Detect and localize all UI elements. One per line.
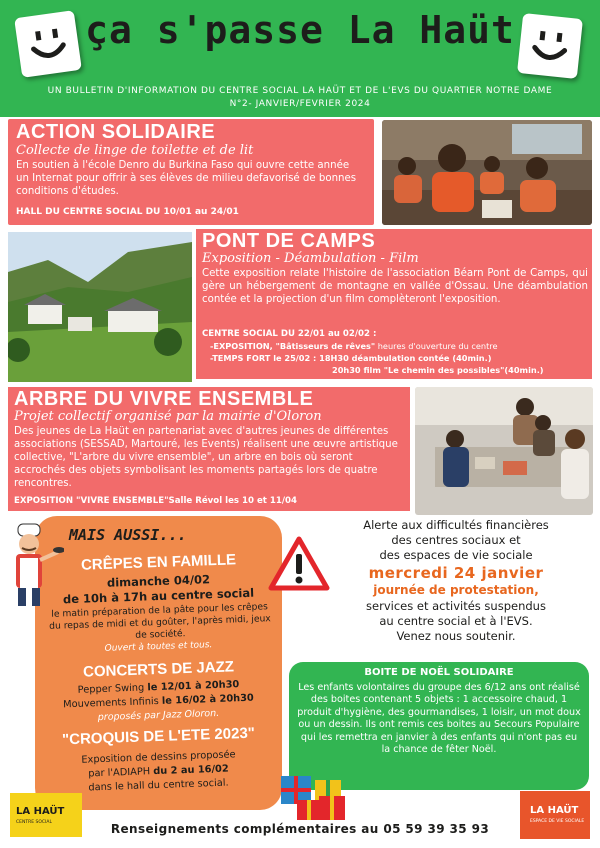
section-body: Des jeunes de La Haüt en partenariat avec d'autres jeunes de différentes associations (SESSAD, Martouré, les Events) réalisent une œuvre artistique collective, "L'arbre du vivre ensemble", un arbre en bois où seront accrochés des objets symbolisant les moments partagés lors de quatre rencontres.: [14, 426, 398, 490]
alerte-line: Alerte aux difficultés financières: [363, 518, 549, 532]
workshop-photo: [415, 387, 593, 515]
section-detail-line: -TEMPS FORT le 25/02 : 18H30 déambulation contée (40min.): [210, 353, 492, 363]
section-body: Cette exposition relate l'histoire de l'association Béarn Pont de Camps, qui gère un hébergement de montagne en vallée d'Ossau. Une déambulation contée et la projection d'un film complèteront l'exposition.: [202, 268, 588, 306]
alerte-line: au centre social et à l'EVS.: [379, 614, 533, 629]
section-action-solidaire: [8, 119, 374, 225]
section-title: ACTION SOLIDAIRE: [16, 121, 216, 143]
smiley-icon: [14, 10, 82, 78]
section-arbre-vivre-ensemble: [8, 387, 410, 511]
alerte-block: [318, 518, 594, 645]
jazz-line: Pepper Swing le 12/01 à 20h30: [77, 679, 240, 696]
croquis-line: Exposition de dessins proposée: [81, 749, 236, 766]
section-subtitle: Projet collectif organisé par la mairie d'Oloron: [14, 409, 322, 424]
jazz-line: Mouvements Infinis le 16/02 à 20h30: [63, 692, 254, 711]
section-body: En soutien à l'école Denro du Burkina Faso qui ouvre cette année un Internat pour offrir à ses élèves de milieu defavorisé de bonnes conditions d'études.: [16, 160, 357, 198]
crepes-open: Ouvert à toutes et tous.: [104, 640, 213, 654]
mais-aussi-box: [35, 516, 282, 810]
section-subtitle: Collecte de linge de toilette et de lit: [16, 143, 254, 158]
alerte-protest: journée de protestation,: [373, 583, 539, 598]
mountain-photo: [8, 232, 192, 382]
section-subtitle: Exposition - Déambulation - Film: [202, 251, 419, 266]
crepes-date: dimanche 04/02: [106, 572, 211, 590]
crepes-title: CRÊPES EN FAMILLE: [80, 551, 237, 574]
alerte-line: Venez nous soutenir.: [396, 629, 516, 644]
noel-body: Les enfants volontaires du groupe des 6/12 ans ont réalisé des boites contenant 5 objets : 1 accessoire chaud, 1 produit d'hygiène, des gourmandises, 1 loisir, un mot doux ou un dessin. Ils ont remis ces boites au Secours Populaire qui les remettra en janvier à des enfants qui n'ont pas eu la chance de fêter Noël.: [297, 682, 581, 756]
alerte-line: services et activités suspendus: [366, 599, 546, 614]
chef-illustration: [4, 522, 64, 608]
noel-title: BOITE DE NOËL SOLIDAIRE: [364, 667, 514, 678]
section-title: ARBRE DU VIVRE ENSEMBLE: [14, 388, 314, 410]
section-detail-line: -EXPOSITION, "Bâtisseurs de rêves" heures d'ouverture du centre: [210, 341, 498, 351]
alerte-line: des espaces de vie sociale: [379, 548, 533, 563]
jazz-by: proposés par Jazz Oloron.: [97, 707, 220, 724]
section-detail: HALL DU CENTRE SOCIAL DU 10/01 au 24/01: [16, 207, 239, 217]
mais-aussi-heading: MAIS AUSSI...: [69, 526, 187, 544]
alerte-date: mercredi 24 janvier: [368, 563, 544, 582]
bulletin-subtitle: UN BULLETIN D'INFORMATION DU CENTRE SOCIAL LA HAÜT ET DE L'EVS DU QUARTIER NOTRE DAME: [47, 86, 553, 96]
section-detail: EXPOSITION "VIVRE ENSEMBLE"Salle Révol les 10 et 11/04: [14, 496, 297, 506]
jazz-title: CONCERTS DE JAZZ: [82, 658, 235, 681]
contact-info: Renseignements complémentaires au 05 59 39 35 93: [110, 822, 490, 836]
la-haut-evs-logo: LA HAÜT ESPACE DE VIE SOCIALE: [520, 791, 590, 839]
section-detail-heading: CENTRE SOCIAL DU 22/01 au 02/02 :: [202, 329, 377, 339]
classroom-photo: [382, 120, 592, 225]
section-detail-line: 20h30 film "Le chemin des possibles"(40min.): [332, 365, 544, 375]
gift-icon: [277, 766, 347, 822]
croquis-title: "CROQUIS DE L'ETE 2023": [61, 724, 256, 749]
bulletin-issue: N°2- JANVIER/FEVRIER 2024: [229, 99, 371, 109]
croquis-line: par l'ADIAPH du 2 au 16/02: [88, 763, 229, 780]
croquis-line: dans le hall du centre social.: [88, 777, 229, 794]
smiley-icon: [517, 13, 583, 79]
section-title: PONT DE CAMPS: [202, 230, 376, 252]
la-haut-logo: LA HAÜT CENTRE SOCIAL: [10, 793, 82, 837]
crepes-time: de 10h à 17h au centre social: [62, 585, 255, 607]
section-pont-de-camps: [196, 229, 592, 379]
page-title: ça s'passe La Haüt: [85, 8, 515, 52]
alerte-line: des centres sociaux et: [391, 533, 521, 548]
crepes-body: le matin préparation de la pâte pour les crêpes du repas de midi et du goûter, l'après midi, jeux de société.: [48, 601, 271, 641]
